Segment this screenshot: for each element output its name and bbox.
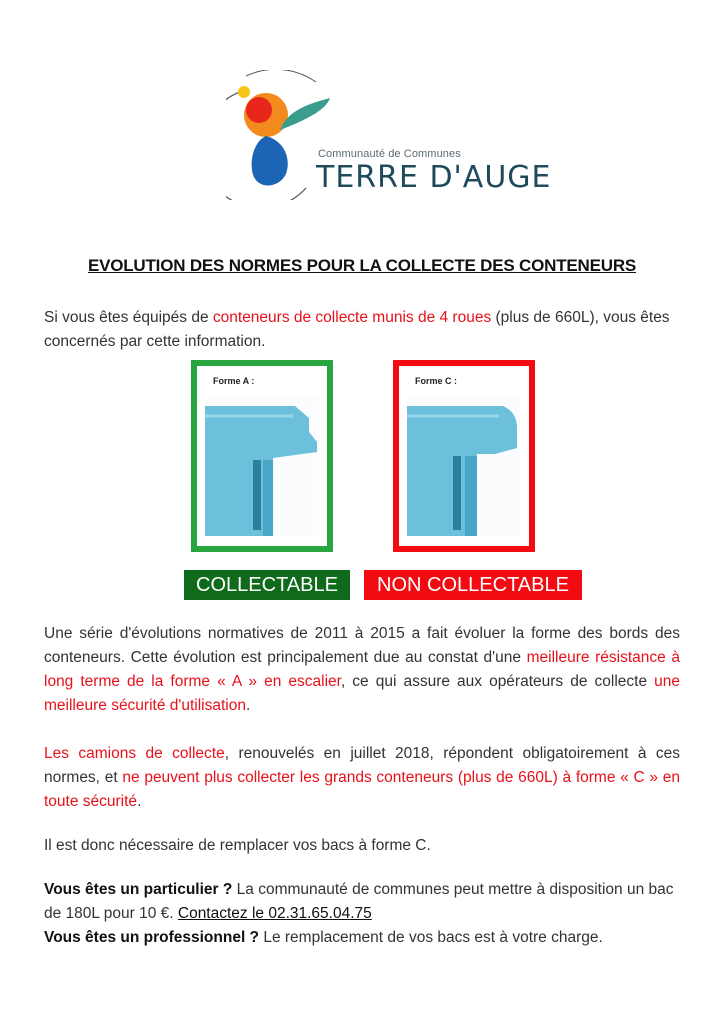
question-professionnel: Vous êtes un professionnel ?: [44, 929, 260, 946]
paragraph-evolution: [44, 622, 680, 718]
intro-paragraph: [44, 306, 680, 354]
intro-text-1: Si vous êtes équipés de: [44, 309, 213, 326]
bin-edge-a-image: [205, 396, 319, 536]
logo-drop: [238, 86, 250, 98]
intro-highlight: conteneurs de collecte munis de 4 roues: [212, 309, 492, 326]
p2-highlight-2: ne peuvent plus collecter les grands conteneurs (plus de 660L) à forme « C » en toute sécurité: [44, 769, 680, 810]
p1-highlight-2: une meilleure sécurité d'utilisation: [44, 673, 680, 714]
contact-phone-link[interactable]: Contactez le 02.31.65.04.75: [177, 905, 372, 922]
page-title: EVOLUTION DES NORMES POUR LA COLLECTE DES CONTENEURS: [87, 256, 637, 275]
p1-text-3: .: [245, 697, 251, 714]
figure-forme-a: [191, 360, 333, 552]
bin-slot-c: [453, 456, 461, 530]
question-particulier: Vous êtes un particulier ?: [44, 881, 233, 898]
forme-c-label: Forme C :: [415, 376, 458, 386]
paragraph-camions: [44, 742, 680, 814]
logo-name: TERRE D'AUGE: [316, 160, 552, 195]
logo-pear: [252, 136, 288, 186]
bin-slot-a: [253, 460, 261, 530]
logo-fruit-red: [246, 97, 272, 123]
p2-text-1: , renouvelés en juillet 2018, répondent obligatoirement à ces normes, et: [44, 745, 681, 786]
logo-arc-top: [246, 70, 316, 82]
paragraph-contact: [44, 878, 680, 950]
intro-text-2: (plus de 660L), vous êtes concernés par cette information.: [44, 309, 670, 350]
paragraph-remplacer: Il est donc nécessaire de remplacer vos bacs à forme C.: [44, 837, 431, 854]
p1-highlight-1: meilleure résistance à long terme de la forme « A » en escalier: [44, 649, 681, 690]
p1-text-2: , ce qui assure aux opérateurs de collecte: [340, 673, 655, 690]
collectable-badge: COLLECTABLE: [184, 570, 350, 600]
logo-subtitle: Communauté de Communes: [318, 148, 461, 160]
figure-forme-c: [393, 360, 535, 552]
non-collectable-badge: NON COLLECTABLE: [364, 570, 582, 600]
p4-text-1: La communauté de communes peut mettre à disposition un bac de 180L pour 10 €.: [44, 881, 674, 922]
p4-text-2: Le remplacement de vos bacs est à votre charge.: [259, 929, 603, 946]
p2-text-2: .: [137, 793, 142, 810]
p1-text-1: Une série d'évolutions normatives de 2011 à 2015 a fait évoluer la forme des bords des conteneurs. Cette évolution est principalement due au constat d'une: [44, 625, 680, 666]
bin-edge-c-image: [407, 396, 521, 536]
forme-a-label: Forme A :: [213, 376, 255, 386]
p2-highlight-1: Les camions de collecte: [44, 745, 225, 762]
